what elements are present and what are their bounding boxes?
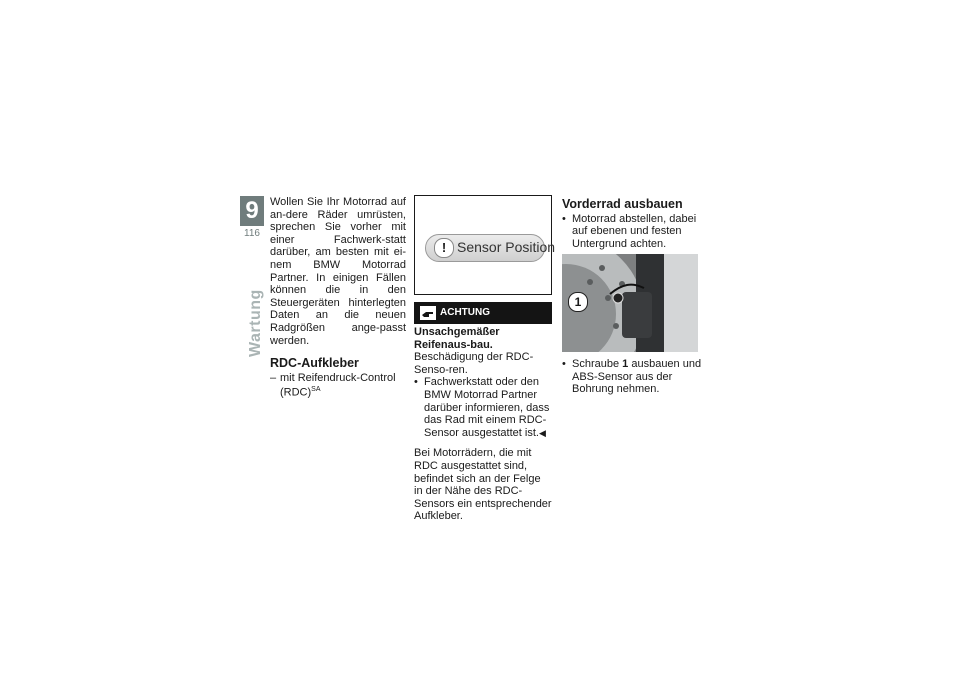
hand-pointing-icon xyxy=(420,306,436,320)
sa-superscript: SA xyxy=(311,386,321,394)
column-2-text xyxy=(414,326,552,523)
column-1 xyxy=(270,196,406,400)
end-mark: ◀ xyxy=(538,427,546,438)
list-item: • Schraube 1 ausbauen und ABS-Sensor aus der Bohrung nehmen. xyxy=(562,358,702,396)
exclamation-icon: ! xyxy=(434,238,454,258)
brake-caliper-photo xyxy=(562,254,698,352)
column-3-top xyxy=(562,198,702,250)
list-item: • Fachwerkstatt oder den BMW Motorrad Partner darüber informieren, dass das Rad mit einem RDC-Sensor ausgestattet ist.◀ xyxy=(414,376,552,439)
step-list-1 xyxy=(562,213,702,251)
list-item: – mit Reifendruck-Control (RDC)$^{SA}$ xyxy=(270,372,406,400)
page-number: 116 xyxy=(244,228,260,239)
step-list-2 xyxy=(562,358,702,396)
warning-heading: Unsachgemäßer Reifenaus-bau. xyxy=(414,326,500,351)
warning-title: ACHTUNG xyxy=(440,307,490,318)
section-label: Wartung xyxy=(247,289,264,357)
rdc-list xyxy=(270,372,406,400)
closing-paragraph: Bei Motorrädern, die mit RDC ausgestattet sind, befindet sich an der Felge in der Nähe des RDC-Sensors ein entsprechender Aufkleber. xyxy=(414,447,552,523)
warning-bar xyxy=(414,302,552,324)
column-3-bottom xyxy=(562,358,702,396)
figure-callout-1: 1 xyxy=(568,292,588,312)
list-item: • Motorrad abstellen, dabei auf ebenen und festen Untergrund achten. xyxy=(562,213,702,251)
intro-paragraph: Wollen Sie Ihr Motorrad auf an-dere Räder umrüsten, sprechen Sie vorher mit einer Fachwerk-statt darüber, am besten mit ei-nem BMW Motorrad Partner. In einigen Fällen können die in den Steuergeräten hinterlegten Daten an die neuen Radgrößen ange-passt werden. xyxy=(270,196,406,347)
rdc-sticker-heading: RDC-Aufkleber xyxy=(270,356,359,371)
warning-body: Beschädigung der RDC-Senso-ren. xyxy=(414,351,534,376)
front-wheel-heading: Vorderrad ausbauen xyxy=(562,197,683,211)
sensor-position-text: Sensor Position xyxy=(457,239,556,255)
warning-list xyxy=(414,376,552,439)
chapter-number: 9 xyxy=(240,196,264,226)
screw-reference: 1 xyxy=(622,358,629,370)
sensor-position-display xyxy=(425,234,556,262)
